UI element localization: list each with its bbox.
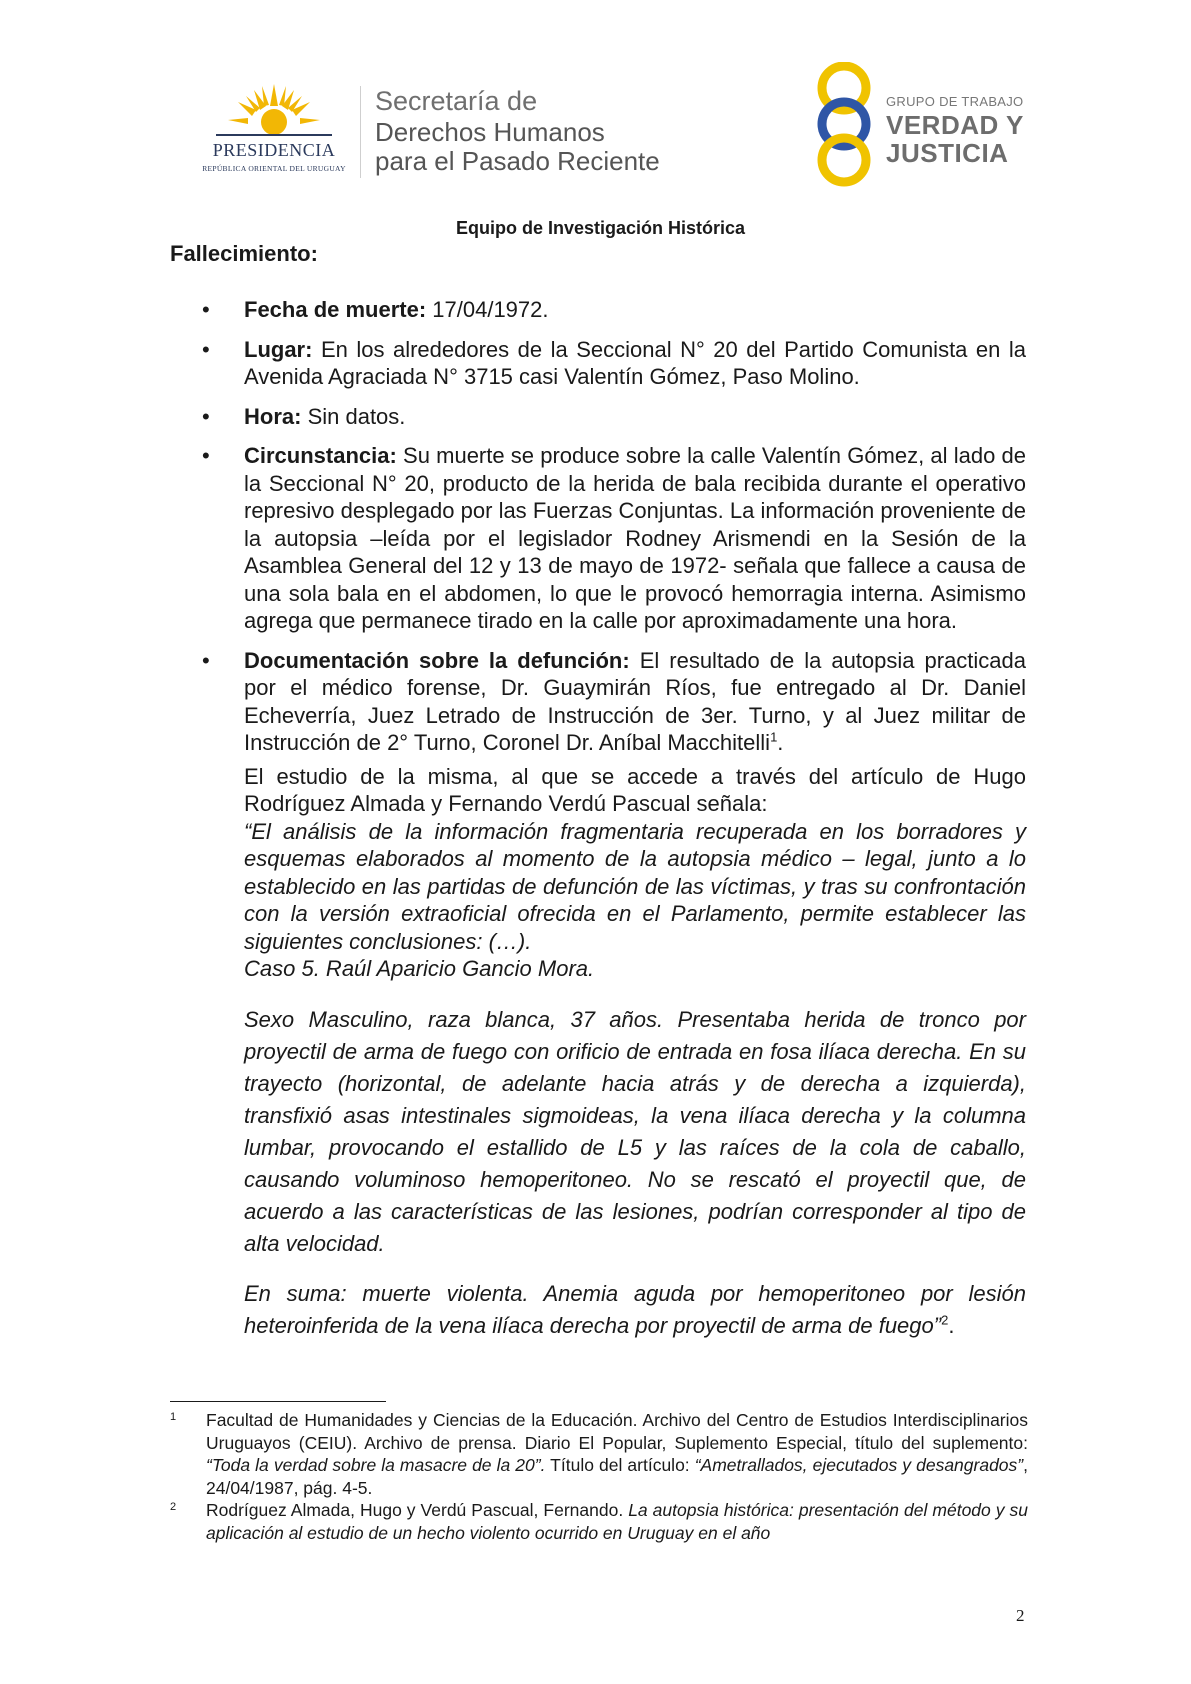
fecha-label: Fecha de muerte: (244, 297, 427, 322)
documentacion-value: El resultado de la autopsia practicada por el médico forense, Dr. Guaymirán Ríos, fue entregado al Dr. Daniel Echeverría, Juez Letrado de Instrucción de 3er. Turno, y al Juez militar de Instrucción de 2° Turno, Coronel Dr. Aníbal Macchitelli (244, 647, 1027, 755)
list-item-circunstancia (202, 442, 1026, 635)
bullet: • (202, 336, 210, 362)
bullet: • (202, 403, 210, 429)
sun-icon (196, 82, 352, 140)
footnotes (170, 1409, 1028, 1544)
documentacion-end: . (777, 730, 784, 755)
footnote-1-text-b: “Toda la verdad sobre la masacre de la 20”. (206, 1455, 546, 1475)
grupo-line-1: GRUPO DE TRABAJO (886, 94, 1024, 109)
document-body (202, 296, 1026, 1342)
footnote-1-text-e: , 24/04/1987, pág. 4-5. (206, 1455, 1028, 1498)
footnote-1-text-a: Facultad de Humanidades y Ciencias de la Educación. Archivo del Centro de Estudios Interdisciplinarios Uruguayos (CEIU). Archivo de prensa. Diario El Popular, Suplemento Especial, título del suplemento: (206, 1410, 1028, 1453)
footnote-1 (170, 1409, 1028, 1499)
quote-suma (202, 1278, 1026, 1342)
header-divider (360, 86, 361, 178)
fecha-value: 17/04/1972. (426, 297, 549, 322)
secretaria-line-3: para el Pasado Reciente (375, 146, 660, 176)
team-title: Equipo de Investigación Histórica (455, 218, 746, 238)
bullet: • (202, 647, 210, 673)
footnote-2-text-a: Rodríguez Almada, Hugo y Verdú Pascual, Fernando. (206, 1500, 629, 1520)
hora-value: Sin datos. (301, 403, 406, 429)
footnote-ref-1[interactable]: 1 (770, 729, 778, 745)
circunstancia-label: Circunstancia: (244, 443, 397, 468)
footnote-1-text-d: “Ametrallados, ejecutados y desangrados” (694, 1455, 1024, 1475)
footnote-1-number: 1 (170, 1411, 177, 1423)
circunstancia-value: Su muerte se produce sobre la calle Valentín Gómez, al lado de la Seccional N° 20, producto de la herida de bala recibida durante el operativo represivo desplegado por las Fuerzas Conjuntas. La información proveniente de la autopsia –leída por el legislador Rodney Arismendi en la Sesión de la Asamblea General del 12 y 13 de mayo de 1972- señala que fallece a causa de una sola bala en el abdomen, lo que le provocó hemorragia interna. Asimismo agrega que permanece tirado en la calle por aproximadamente una hora. (244, 443, 1026, 633)
footnote-2 (170, 1499, 1028, 1544)
footnote-ref-2[interactable]: 2 (941, 1312, 949, 1328)
lugar-value: En los alrededores de la Seccional N° 20 del Partido Comunista en la Avenida Agraciada N° 3715 casi Valentín Gómez, Paso Molino. (244, 336, 1026, 389)
quote-descripcion: Sexo Masculino, raza blanca, 37 años. Presentaba herida de tronco por proyectil de arma de fuego con orificio de entrada en fosa ilíaca derecha. En su trayecto (horizontal, de adelante hacia atrás y de derecha a izquierda), transfixió asas intestinales sigmoideas, la vena ilíaca derecha y la columna lumbar, provocando el estallido de L5 y las raíces de la cola de caballo, causando voluminoso hemoperitoneo. No se rescató el proyectil que, de acuerdo a las características de las lesiones, podrían corresponder al tipo de alta velocidad. (244, 1006, 1026, 1256)
hora-label: Hora: (244, 403, 302, 429)
secretaria-line-1: Secretaría de (375, 86, 538, 116)
rings-icon (810, 62, 886, 192)
footnote-2-text-b: La autopsia histórica: presentación del método y su aplicación al estudio de un hecho violento ocurrido en Uruguay en el año (206, 1500, 1028, 1543)
list-item-documentacion (202, 647, 1026, 757)
quote-caso: Caso 5. Raúl Aparicio Gancio Mora. (244, 956, 595, 981)
secretaria-logo (375, 88, 660, 174)
footnote-separator (170, 1401, 386, 1402)
list-item-lugar (202, 336, 1026, 391)
footnote-1-text-c: Título del artículo: (545, 1455, 695, 1475)
grupo-line-2: VERDAD Y (886, 110, 1024, 140)
estudio-paragraph: El estudio de la misma, al que se accede a través del artículo de Hugo Rodríguez Almada y Fernando Verdú Pascual señala: (244, 763, 1026, 816)
list-item-hora (202, 403, 1026, 431)
presidencia-subtitle: REPÚBLICA ORIENTAL DEL URUGUAY (202, 164, 346, 173)
quote-conclusiones: “El análisis de la información fragmentaria recuperada en los borradores y esquemas elaborados al momento de la autopsia médico – legal, junto a lo establecido en las partidas de defunción de las víctimas, y tras su confrontación con la versión extraoficial ofrecida en el Parlamento, permite establecer las siguientes conclusiones: (…). (244, 818, 1026, 954)
section-heading: Fallecimiento: (170, 241, 318, 266)
lugar-label: Lugar: (244, 336, 313, 362)
bullet: • (202, 443, 210, 468)
quote-suma-text: En suma: muerte violenta. Anemia aguda por hemoperitoneo por lesión heteroinferida de la vena ilíaca derecha por proyectil de arma de fuego” (244, 1280, 1026, 1338)
quote-suma-end: . (948, 1312, 955, 1338)
grupo-verdad-justicia-logo (810, 62, 1030, 192)
page-number: 2 (1016, 1606, 1025, 1625)
grupo-line-3: JUSTICIA (886, 138, 1009, 168)
secretaria-line-2: Derechos Humanos (375, 117, 605, 147)
bullet: • (202, 297, 210, 322)
list-item-fecha (202, 296, 1026, 324)
footnote-2-number: 2 (170, 1501, 177, 1513)
documentacion-label: Documentación sobre la defunción: (244, 647, 630, 673)
presidencia-title: PRESIDENCIA (212, 140, 336, 160)
presidencia-logo (196, 82, 352, 180)
